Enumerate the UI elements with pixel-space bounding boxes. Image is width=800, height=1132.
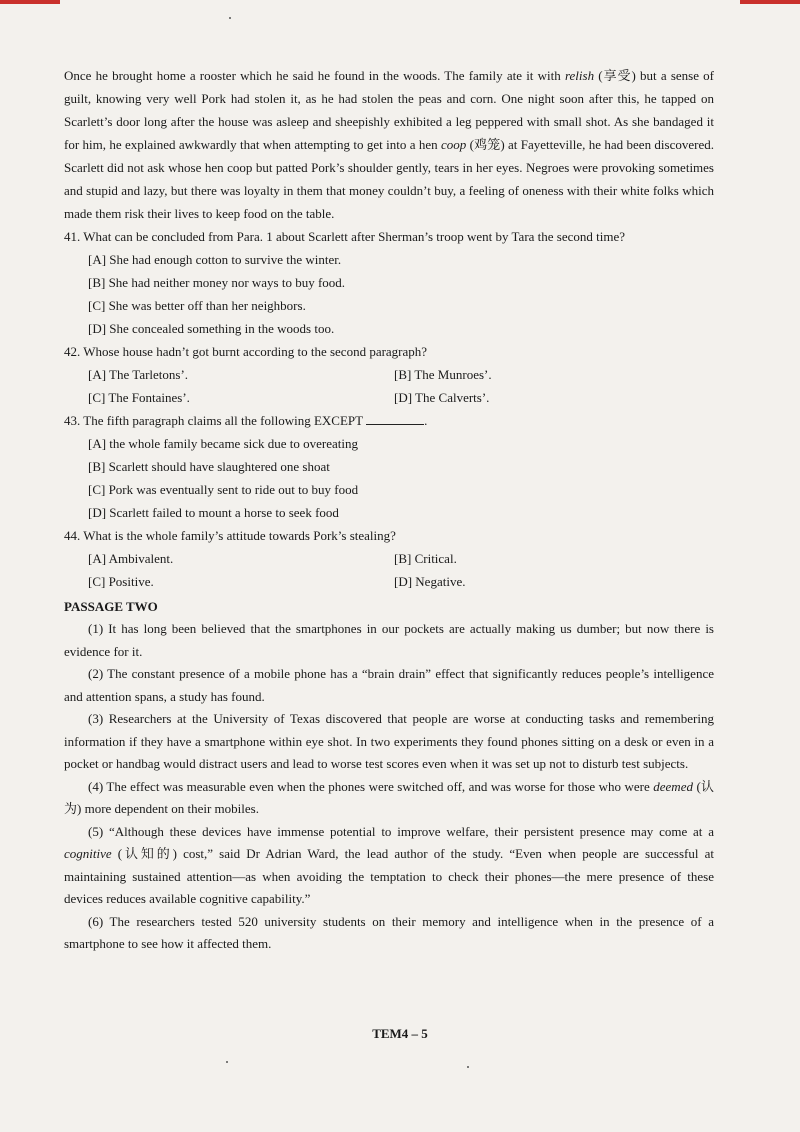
option-c: [C] The Fontaines’. [88, 390, 190, 405]
option-a: [A] Ambivalent. [88, 551, 174, 566]
option-b: [B] Scarlett should have slaughtered one shoat [88, 459, 330, 474]
glossed-word-coop: coop [440, 137, 467, 152]
option-d: [D] The Calverts’. [394, 390, 490, 405]
question-42 [64, 340, 714, 409]
option-b: [B] She had neither money nor ways to buy food. [88, 275, 346, 290]
option-b: [B] The Munroes’. [394, 367, 492, 382]
question-stem: 41. What can be concluded from Para. 1 about Scarlett after Sherman’s troop went by Tara the second time? [64, 229, 626, 244]
option-a: [A] the whole family became sick due to overeating [88, 436, 359, 451]
option-d: [D] Negative. [394, 574, 466, 589]
question-44 [64, 524, 714, 593]
option-c: [C] She was better off than her neighbors. [88, 298, 306, 313]
speck [226, 1061, 228, 1063]
option-c: [C] Positive. [88, 574, 154, 589]
passage-two-paragraph-5: (5) “Although these devices have immense potential to improve welfare, their persistent presence may come at a cognitive (认知的) cost,” said Dr Adrian Ward, the lead author of the study. “Even when people are successful at maintaining sustained attention—as when avoiding the temptation to check their phones—the mere presence of these devices reduces available cognitive capability.” [64, 823, 714, 906]
speck [229, 17, 231, 19]
option-c: [C] Pork was eventually sent to ride out to buy food [88, 482, 359, 497]
passage-two-heading: PASSAGE TWO [64, 599, 158, 614]
passage-two-paragraph-4: (4) The effect was measurable even when the phones were switched off, and was worse for those who were deemed (认为) more dependent on their mobiles. [64, 778, 714, 816]
question-stem: 43. The fifth paragraph claims all the following EXCEPT . [64, 413, 428, 428]
page-footer: TEM4 – 5 [372, 1026, 428, 1041]
glossed-word-cognitive: cognitive [64, 846, 112, 861]
glossed-word-deemed: deemed [653, 778, 693, 794]
answer-blank [366, 413, 424, 425]
question-stem: 42. Whose house hadn’t got burnt according to the second paragraph? [64, 344, 428, 359]
passage-two-paragraph-2: (2) The constant presence of a mobile phone has a “brain drain” effect that significantly reduces people’s intelligence and attention spans, a study has found. [64, 666, 714, 704]
passage-two-paragraph-1: (1) It has long been believed that the smartphones in our pockets are actually making us dumber; but now there is evidence for it. [64, 621, 714, 659]
question-43 [64, 409, 714, 524]
glossed-word-relish: relish [564, 68, 595, 83]
option-b: [B] Critical. [394, 551, 457, 566]
page-edge-marks [0, 0, 800, 5]
option-d: [D] She concealed something in the woods too. [88, 321, 335, 336]
option-a: [A] The Tarletons’. [88, 367, 189, 382]
passage-two-paragraph-3: (3) Researchers at the University of Texas discovered that people are worse at conducting tasks and remembering information if they have a smartphone within eye shot. In two experiments they found phones sitting on a desk or even in a pocket or handbag would distract users and lead to worse test scores even when it was set up not to disturb test subjects. [64, 711, 714, 771]
red-edge-mark-right [740, 0, 800, 4]
question-stem: 44. What is the whole family’s attitude towards Pork’s stealing? [64, 528, 396, 543]
option-a: [A] She had enough cotton to survive the winter. [88, 252, 342, 267]
question-41 [64, 225, 714, 340]
passage-two-paragraph-6: (6) The researchers tested 520 university students on their memory and intelligence when in the presence of a smartphone to see how it affected them. [64, 913, 714, 951]
speck [467, 1066, 469, 1068]
exam-page [64, 64, 714, 956]
option-d: [D] Scarlett failed to mount a horse to seek food [88, 505, 339, 520]
red-edge-mark-left [0, 0, 60, 4]
passage-one-final-paragraph: Once he brought home a rooster which he said he found in the woods. The family ate it with relish (享受) but a sense of guilt, knowing very well Pork had stolen it, as he had stolen the peas and corn. One night soon after this, he tapped on Scarlett’s door long after the house was asleep and sheepishly exhibited a leg peppered with small shot. As she bandaged it for him, he explained awkwardly that when attempting to get into a hen coop (鸡笼) at Fayetteville, he had been discovered. Scarlett did not ask whose hen coop but patted Pork’s shoulder gently, tears in her eyes. Negroes were provoking sometimes and stupid and lazy, but there was loyalty in them that money couldn’t buy, a feeling of oneness with their white folks which made them risk their lives to keep food on the table. [64, 68, 715, 221]
